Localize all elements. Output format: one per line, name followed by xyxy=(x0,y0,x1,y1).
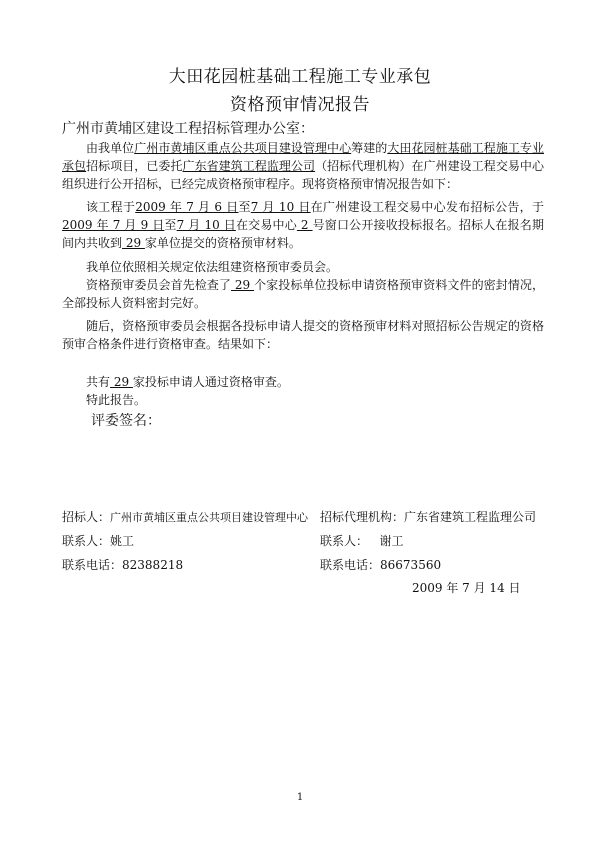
phone-left-value: 82388218 xyxy=(122,558,184,572)
phone-left-label: 联系电话： xyxy=(62,558,123,572)
agency-label: 招标代理机构： xyxy=(320,510,405,524)
phone-right-value: 86673560 xyxy=(380,558,442,572)
contact-left-row xyxy=(62,532,134,549)
phone-right-label: 联系电话： xyxy=(320,558,381,572)
seal-text-1: 资格预审委员会首先检查了 xyxy=(86,278,231,292)
schedule-text-2: 至 xyxy=(238,200,251,214)
addressee: 广州市黄埔区建设工程招标管理办公室： xyxy=(62,121,314,137)
submission-count: 29 xyxy=(122,236,145,250)
contact-right-value: 谢工 xyxy=(379,534,404,548)
paragraph-closing: 特此报告。 xyxy=(86,393,147,407)
paragraph-review: 随后，资格预审委员会根据各投标申请人提交的资格预审材料对照招标公告规定的资格预审合格条件进行资格审查。结果如下： xyxy=(62,319,544,351)
registration-end-date: 7 月 10 日 xyxy=(176,218,236,232)
agency-value: 广东省建筑工程监理公司 xyxy=(404,510,537,524)
agency-row xyxy=(320,508,536,525)
project-name: 大田花园桩基础工程施工专业承包 xyxy=(62,141,544,173)
schedule-text-7: 家单位提交的资格预审材料。 xyxy=(144,236,301,250)
seal-text-2: 个家投标单位投标申请资格预审资料文件的密封情况，全部投标人资料密封完好。 xyxy=(62,278,544,310)
reviewer-signature-label: 评委签名： xyxy=(91,413,161,429)
tenderer-row xyxy=(62,508,308,525)
announce-end-date: 7 月 10 日 xyxy=(250,200,311,214)
document-title-line1: 大田花园桩基础工程施工专业承包 xyxy=(168,67,432,87)
contact-right-row xyxy=(320,532,403,549)
intro-text-2: 筹建的 xyxy=(351,141,388,155)
passed-count: 29 xyxy=(110,375,133,389)
result-text-2: 家投标申请人通过资格审查。 xyxy=(132,375,289,389)
paragraph-result xyxy=(62,373,544,391)
phone-right-row xyxy=(320,556,441,573)
intro-text-1: 由我单位 xyxy=(86,141,135,155)
schedule-text-3: 在广州建设工程交易中心发布招标公告，于 xyxy=(310,200,544,214)
agency-name: 广东省建筑工程监理公司 xyxy=(182,159,316,173)
tenderer-label: 招标人： xyxy=(62,510,111,524)
registration-start-date: 2009 年 7 月 9 日 xyxy=(62,218,165,232)
schedule-text-6: 号窗口公开接收投标报名。招标人在报名期间内共收到 xyxy=(62,218,544,250)
schedule-text-4: 至 xyxy=(164,218,177,232)
paragraph-schedule xyxy=(62,198,544,252)
paragraph-seal-check xyxy=(62,276,544,312)
paragraph-committee: 我单位依照相关规定依法组建资格预审委员会。 xyxy=(86,260,339,274)
page-number: 1 xyxy=(296,792,304,803)
checked-count: 29 xyxy=(231,278,255,292)
owner-name: 广州市黄埔区重点公共项目建设管理中心 xyxy=(134,141,352,155)
document-title-line2: 资格预审情况报告 xyxy=(230,95,370,115)
report-date: 2009 年 7 月 14 日 xyxy=(412,581,521,595)
schedule-text-5: 在交易中心 xyxy=(235,218,297,232)
tenderer-value: 广州市黄埔区重点公共项目建设管理中心 xyxy=(110,511,309,524)
result-text-1: 共有 xyxy=(86,375,111,389)
announce-start-date: 2009 年 7 月 6 日 xyxy=(135,200,239,214)
window-number: 2 xyxy=(296,218,313,232)
contact-left-value: 姚工 xyxy=(110,534,135,548)
intro-text-4: （招标代理机构）在广州建设工程交易中心组织进行公开招标，已经完成资格预审程序。现将资格预审情况报告如下： xyxy=(62,159,544,191)
schedule-text-1: 该工程于 xyxy=(86,200,136,214)
phone-left-row xyxy=(62,556,183,573)
contact-left-label: 联系人： xyxy=(62,534,111,548)
intro-text-3: 招标项目，已委托 xyxy=(86,159,183,173)
contact-right-label: 联系人： xyxy=(320,534,369,548)
paragraph-intro xyxy=(62,139,544,193)
